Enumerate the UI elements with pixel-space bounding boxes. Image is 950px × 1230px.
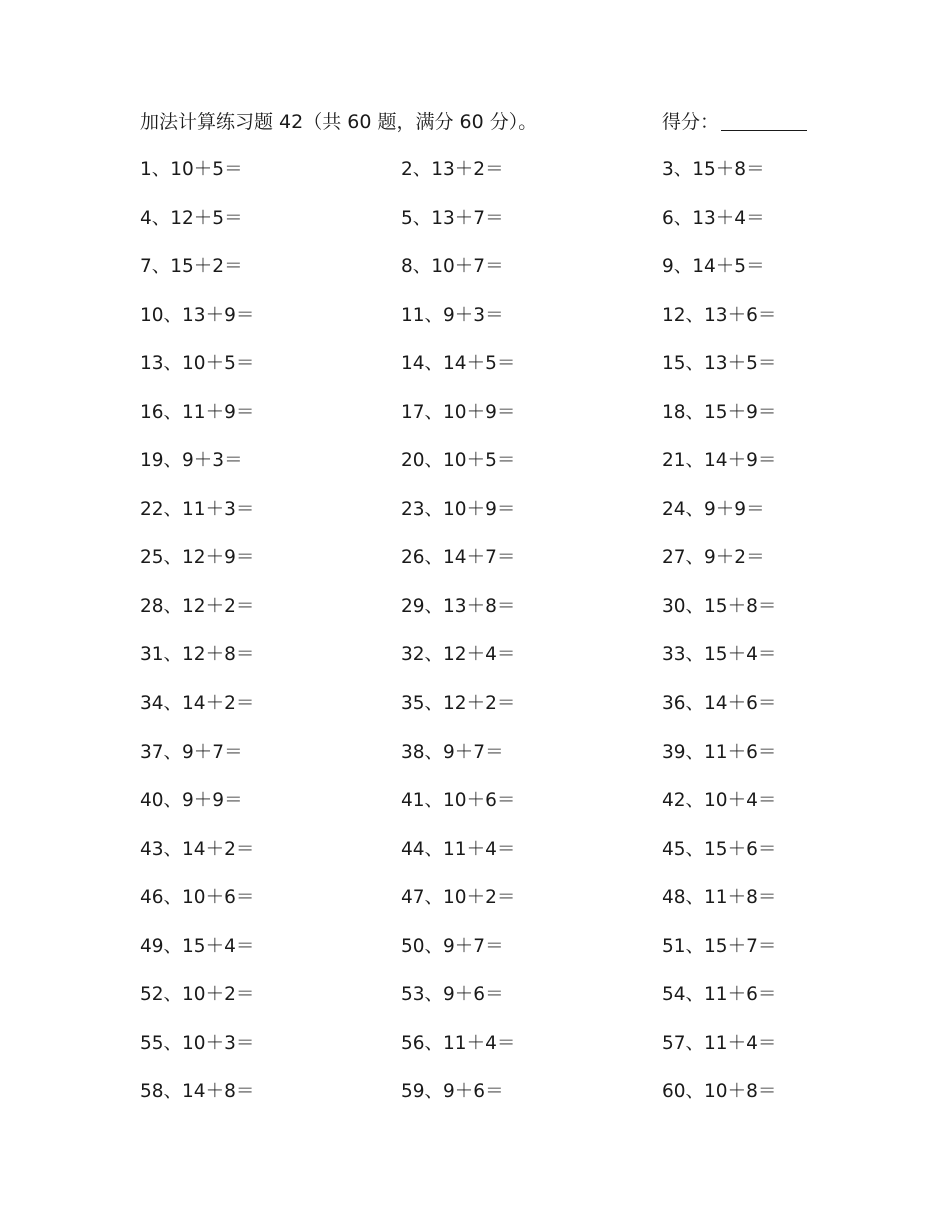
problem-item: 54、11＋6＝ <box>662 984 777 1006</box>
problem-item: 39、11＋6＝ <box>662 741 777 763</box>
problem-item: 57、11＋4＝ <box>662 1032 777 1054</box>
problem-item: 56、11＋4＝ <box>401 1032 516 1054</box>
problem-item: 36、14＋6＝ <box>662 693 777 715</box>
problem-item: 5、13＋7＝ <box>401 207 504 229</box>
problem-item: 53、9＋6＝ <box>401 984 504 1006</box>
problem-item: 16、11＋9＝ <box>140 401 255 423</box>
problem-item: 22、11＋3＝ <box>140 498 255 520</box>
problem-item: 32、12＋4＝ <box>401 644 516 666</box>
problem-item: 15、13＋5＝ <box>662 353 777 375</box>
problem-item: 41、10＋6＝ <box>401 790 516 812</box>
problem-item: 38、9＋7＝ <box>401 741 504 763</box>
problem-item: 58、14＋8＝ <box>140 1081 255 1103</box>
problem-item: 20、10＋5＝ <box>401 450 516 472</box>
problem-item: 14、14＋5＝ <box>401 353 516 375</box>
problem-item: 52、10＋2＝ <box>140 984 255 1006</box>
problem-item: 25、12＋9＝ <box>140 547 255 569</box>
score-area <box>662 106 807 138</box>
problem-item: 21、14＋9＝ <box>662 450 777 472</box>
problem-item: 51、15＋7＝ <box>662 935 777 957</box>
problem-item: 43、14＋2＝ <box>140 838 255 860</box>
worksheet-title: 加法计算练习题 42（共 60 题，满分 60 分）。 <box>140 111 538 133</box>
problem-item: 2、13＋2＝ <box>401 159 504 180</box>
problem-item: 7、15＋2＝ <box>140 256 243 278</box>
problem-item: 46、10＋6＝ <box>140 887 255 909</box>
problem-item: 1、10＋5＝ <box>140 159 243 180</box>
problem-item: 47、10＋2＝ <box>401 887 516 909</box>
problem-item: 26、14＋7＝ <box>401 547 516 569</box>
problem-item: 19、9＋3＝ <box>140 450 243 472</box>
score-label: 得分： <box>662 111 720 133</box>
problem-item: 12、13＋6＝ <box>662 304 777 326</box>
problem-item: 3、15＋8＝ <box>662 159 765 180</box>
problem-item: 13、10＋5＝ <box>140 353 255 375</box>
problem-item: 55、10＋3＝ <box>140 1032 255 1054</box>
problem-item: 49、15＋4＝ <box>140 935 255 957</box>
problem-item: 60、10＋8＝ <box>662 1081 777 1103</box>
problem-item: 35、12＋2＝ <box>401 693 516 715</box>
problem-item: 29、13＋8＝ <box>401 595 516 617</box>
problem-item: 11、9＋3＝ <box>401 304 504 326</box>
worksheet-header <box>140 106 830 138</box>
problem-item: 44、11＋4＝ <box>401 838 516 860</box>
problem-item: 50、9＋7＝ <box>401 935 504 957</box>
problem-item: 6、13＋4＝ <box>662 207 765 229</box>
problem-item: 40、9＋9＝ <box>140 790 243 812</box>
problem-grid <box>140 154 830 1125</box>
problem-item: 34、14＋2＝ <box>140 693 255 715</box>
problem-item: 24、9＋9＝ <box>662 498 765 520</box>
problem-item: 27、9＋2＝ <box>662 547 765 569</box>
problem-item: 4、12＋5＝ <box>140 207 243 229</box>
problem-item: 28、12＋2＝ <box>140 595 255 617</box>
problem-item: 31、12＋8＝ <box>140 644 255 666</box>
problem-item: 8、10＋7＝ <box>401 256 504 278</box>
problem-item: 30、15＋8＝ <box>662 595 777 617</box>
problem-item: 37、9＋7＝ <box>140 741 243 763</box>
problem-item: 33、15＋4＝ <box>662 644 777 666</box>
problem-item: 18、15＋9＝ <box>662 401 777 423</box>
problem-item: 17、10＋9＝ <box>401 401 516 423</box>
problem-item: 9、14＋5＝ <box>662 256 765 278</box>
problem-item: 23、10＋9＝ <box>401 498 516 520</box>
score-blank-line[interactable] <box>721 106 807 131</box>
problem-item: 10、13＋9＝ <box>140 304 255 326</box>
problem-item: 48、11＋8＝ <box>662 887 777 909</box>
problem-item: 42、10＋4＝ <box>662 790 777 812</box>
problem-item: 59、9＋6＝ <box>401 1081 504 1103</box>
problem-item: 45、15＋6＝ <box>662 838 777 860</box>
